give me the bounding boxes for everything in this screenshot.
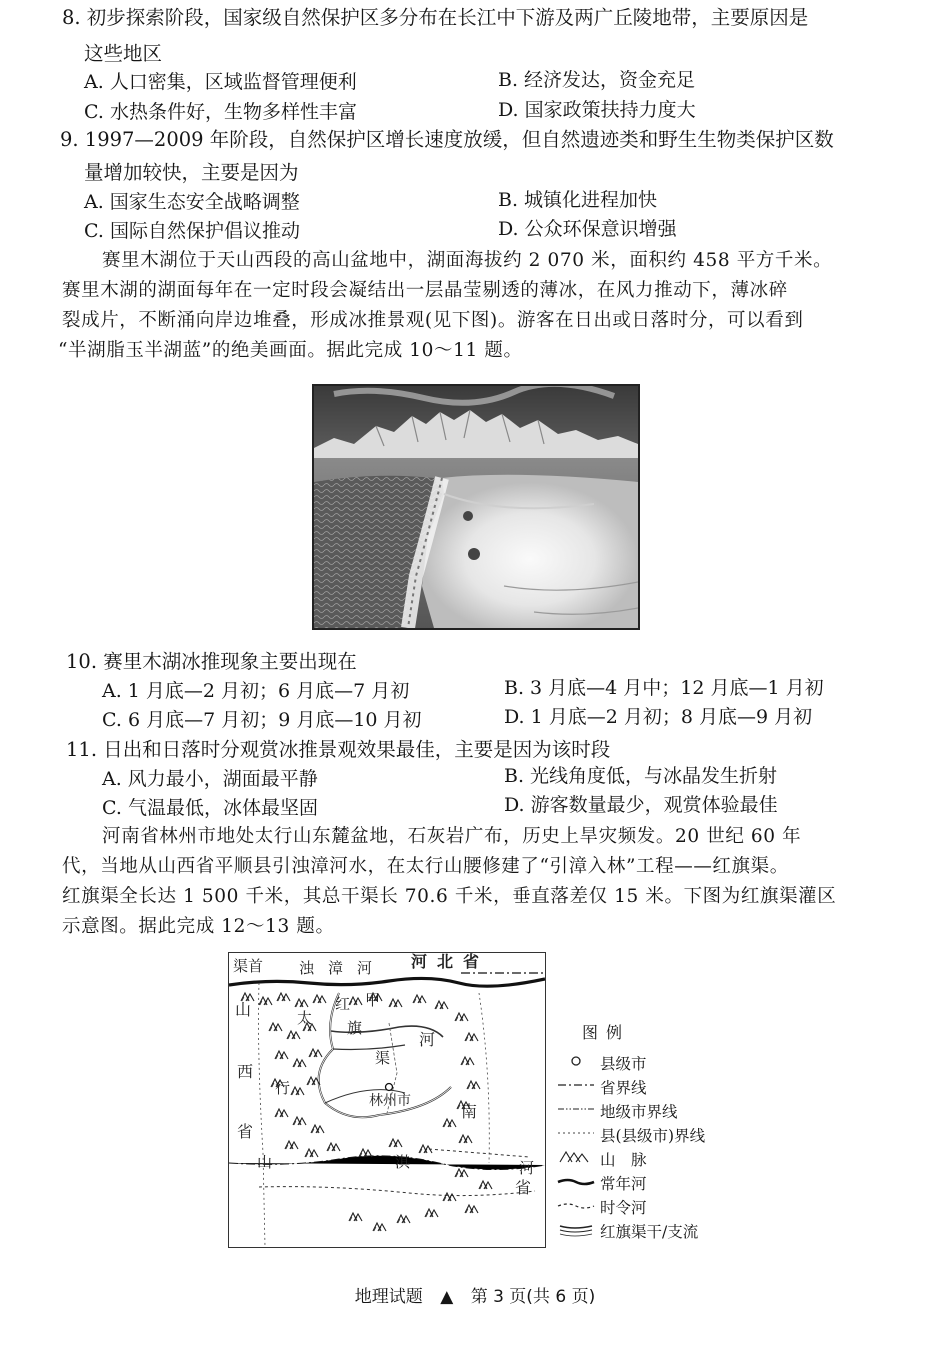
map-label-qu: 渠: [375, 1049, 391, 1067]
q8-option-c: C. 水热条件好，生物多样性丰富: [84, 101, 357, 123]
footer-page-number: 第 3 页(共 6 页): [470, 1287, 596, 1307]
legend-item-county-boundary: 县(县级市)界线: [556, 1122, 756, 1144]
passage2-line2: 代，当地从山西省平顺县引浊漳河水，在太行山腰修建了“引漳入林”工程——红旗渠。: [62, 856, 789, 877]
map-legend: [556, 1020, 756, 1250]
legend-item-perennial-river: 常年河: [556, 1170, 756, 1192]
q11-option-d: D. 游客数量最少，观赏体验最佳: [504, 794, 778, 816]
map-label-sheng-henan: 省: [515, 1178, 532, 1197]
q9-stem-line2: 量增加较快，主要是因为: [84, 161, 299, 184]
province-boundary-icon: [556, 1076, 596, 1094]
q11-option-c: C. 气温最低，冰体最坚固: [102, 797, 318, 819]
passage1-line4: “半湖脂玉半湖蓝”的绝美画面。据此完成 10～11 题。: [58, 340, 523, 361]
map-label-qushou: 渠首: [233, 957, 264, 975]
q10-option-a: A. 1 月底—2 月初；6 月底—7 月初: [102, 680, 410, 702]
legend-item-prefecture-boundary: 地级市界线: [556, 1098, 756, 1120]
map-label-hang: 行: [275, 1079, 291, 1097]
mountain-icon: [556, 1148, 596, 1166]
passage2-line3: 红旗渠全长达 1 500 千米，其总干渠长 70.6 千米，垂直落差仅 15 米。下图为红旗渠灌区: [62, 886, 837, 907]
passage1-line2: 赛里木湖的湖面每年在一定时段会凝结出一层晶莹剔透的薄冰，在风力推动下，薄冰碎: [62, 280, 788, 301]
legend-title: 图例: [582, 1023, 631, 1042]
passage1-line3: 裂成片，不断涌向岸边堆叠，形成冰推景观(见下图)。游客在日出或日落时分，可以看到: [62, 310, 804, 331]
passage2-line1: 河南省林州市地处太行山东麓盆地，石灰岩广布，历史上旱灾频发。20 世纪 60 年: [102, 826, 802, 847]
hongqi-canal-map: [228, 952, 546, 1248]
q11-option-b: B. 光线角度低，与冰晶发生折射: [504, 765, 778, 787]
q11-stem: 11. 日出和日落时分观赏冰推景观效果最佳，主要是因为该时段: [66, 738, 611, 761]
q9-option-d: D. 公众环保意识增强: [498, 218, 677, 240]
perennial-river: [229, 978, 545, 986]
ice-push-photo: [312, 384, 640, 630]
map-label-zhuozhang-river: 浊漳河: [299, 959, 387, 977]
perennial-river-icon: [556, 1172, 596, 1190]
map-label-qi-flag: 旗: [347, 1019, 363, 1037]
legend-item-province-boundary: 省界线: [556, 1074, 756, 1096]
q10-option-d: D. 1 月底—2 月初；8 月底—9 月初: [504, 706, 813, 728]
footer-subject: 地理试题: [354, 1287, 423, 1307]
map-label-sheng: 省: [237, 1122, 254, 1141]
q10-option-c: C. 6 月底—7 月初；9 月底—10 月初: [102, 709, 422, 731]
q8-option-a: A. 人口密集，区域监督管理便利: [84, 71, 357, 93]
legend-item-hongqi-canal: 红旗渠干/支流: [556, 1218, 756, 1240]
q10-option-b: B. 3 月底—4 月中；12 月底—1 月初: [504, 677, 824, 699]
q9-option-c: C. 国际自然保护倡议推动: [84, 220, 300, 242]
legend-item-mountain: 山 脉: [556, 1146, 756, 1168]
triangle-icon: ▲: [440, 1287, 454, 1307]
map-label-hong: 红: [335, 995, 351, 1013]
county-city-icon: [556, 1052, 596, 1070]
page-footer: [0, 1282, 950, 1307]
map-label-shan: 山: [235, 1000, 252, 1019]
q11-option-a: A. 风力最小，湖面最平静: [102, 768, 318, 790]
q10-stem: 10. 赛里木湖冰推现象主要出现在: [66, 650, 357, 673]
passage2-line4: 示意图。据此完成 12～13 题。: [62, 916, 335, 937]
map-label-hebei: 河北省: [411, 953, 490, 971]
map-label-tai: 太: [297, 1009, 313, 1027]
map-label-shan-mountain: 山: [257, 1153, 273, 1171]
legend-item-seasonal-river: 时令河: [556, 1194, 756, 1216]
map-label-jia: 甲: [365, 991, 381, 1009]
map-label-qi-river: 淇: [395, 1153, 411, 1171]
map-label-he-river: 河: [519, 1159, 535, 1177]
passage1-line1: 赛里木湖位于天山西段的高山盆地中，湖面海拔约 2 070 米，面积约 458 平方千米。: [102, 250, 833, 271]
q9-option-b: B. 城镇化进程加快: [498, 189, 658, 211]
map-label-linzhou: 林州市: [369, 1093, 411, 1109]
q8-option-b: B. 经济发达，资金充足: [498, 69, 696, 91]
q8-stem-line1: 8. 初步探索阶段，国家级自然保护区多分布在长江中下游及两广丘陵地带，主要原因是: [62, 6, 809, 29]
mountain-symbols: [241, 993, 492, 1231]
map-label-he-henan: 河: [419, 1030, 436, 1049]
q8-stem-line2: 这些地区: [84, 42, 163, 65]
q9-stem-line1: 9. 1997—2009 年阶段，自然保护区增长速度放缓，但自然遗迹类和野生生物类保护区数: [60, 128, 834, 151]
map-label-xi: 西: [237, 1062, 254, 1081]
prefecture-boundary-icon: [556, 1100, 596, 1118]
county-boundary-icon: [556, 1124, 596, 1142]
q8-option-d: D. 国家政策扶持力度大: [498, 99, 696, 121]
map-label-nan: 南: [461, 1102, 478, 1121]
seasonal-river-icon: [556, 1196, 596, 1214]
q9-option-a: A. 国家生态安全战略调整: [84, 191, 300, 213]
linzhou-city-marker: [386, 1084, 393, 1091]
legend-item-county-city: 县级市: [556, 1050, 756, 1072]
hongqi-canal-icon: [556, 1220, 596, 1238]
